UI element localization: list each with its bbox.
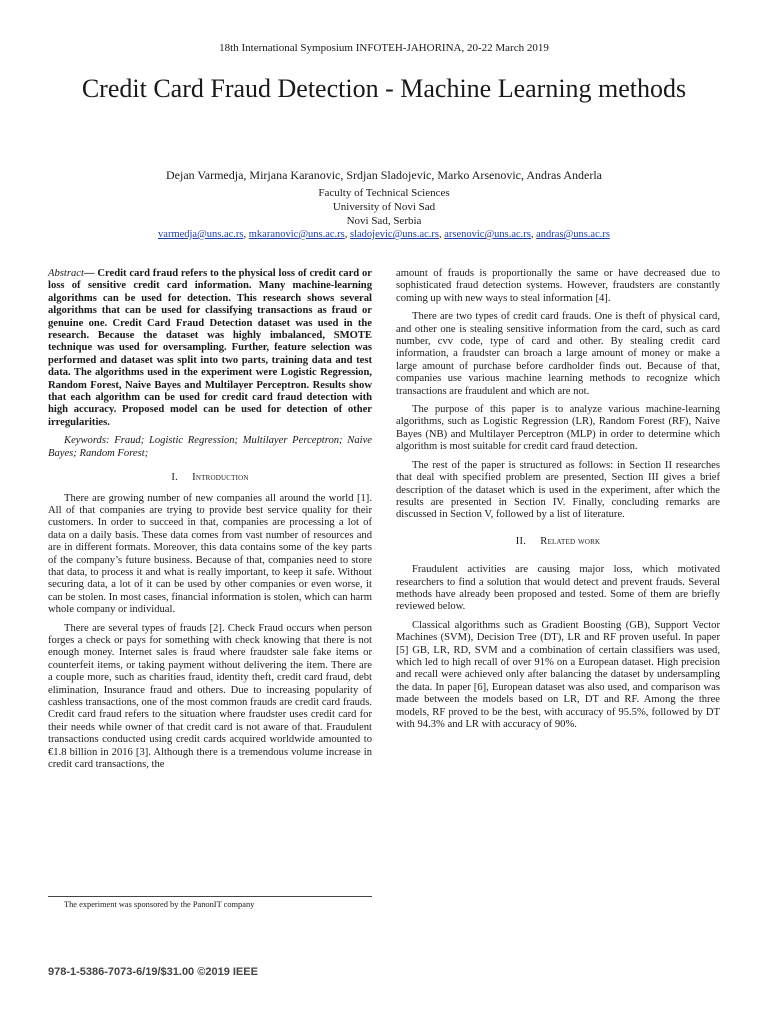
right-column xyxy=(396,268,720,737)
conference-header: 18th International Symposium INFOTEH-JAHORINA, 20-22 March 2019 xyxy=(219,42,549,54)
body-paragraph: There are several types of frauds [2]. Check Fraud occurs when person forges a check or pays for something with check knowing that there is not enough money. Internet sales is fraud where fraudster sale fake items or counterfeit items, or taking payment without delivering the item. There are a couple more, such as charities fraud, identity theft, credit card fraud, debt elimination, Insurance fraud and others. Due to increasing popularity of cashless transactions, one of the most common frauds are credit card frauds. Credit card fraud refers to the situation where fraudster uses credit card for their needs while owner of that credit card is not aware of that. Fraudulent transactions conducted using credit cards acquired worldwide amounted to €1.8 billion in 2016 [3]. Although there is a tremendous volume increase in credit card transactions, the xyxy=(48,622,372,771)
section-title: Related work xyxy=(540,535,601,547)
section-title: Introduction xyxy=(192,472,249,484)
city-name: Novi Sad, Serbia xyxy=(346,215,422,227)
university-name: University of Novi Sad xyxy=(332,201,436,213)
footnote-divider xyxy=(48,896,372,897)
email-list: varmedja@uns.ac.rs, mkaranovic@uns.ac.rs, sladojevic@uns.ac.rs, arsenovic@uns.ac.rs, andras@uns.ac.rs xyxy=(158,229,610,240)
paper-title: Credit Card Fraud Detection - Machine Learning methods xyxy=(81,74,687,103)
section-number: I. xyxy=(171,472,178,484)
footnote: The experiment was sponsored by the PanonIT company xyxy=(64,900,255,909)
section-heading-related-work xyxy=(396,536,720,548)
email-link[interactable]: sladojevic@uns.ac.rs xyxy=(350,229,439,240)
abstract-label: Abstract xyxy=(48,268,84,279)
faculty-name: Faculty of Technical Sciences xyxy=(318,187,450,199)
body-paragraph: amount of frauds is proportionally the same or have decreased due to sophisticated fraud detection systems. However, fraudsters are constantly coming up with new ways to steal information [4]. xyxy=(396,268,720,304)
body-paragraph: There are two types of credit card frauds. One is theft of physical card, and other one is stealing sensitive information from the card, such as card number, cvv code, type of card and other. By stealing credit card information, a fraudster can broach a large amount of money or make a large amount of purchase before cardholder finds out. Because of that, companies use various machine learning methods to recognize which transactions are fraudulent and which are not. xyxy=(396,311,720,397)
abstract-dash: — xyxy=(83,268,98,279)
body-paragraph: Fraudulent activities are causing major loss, which motivated researchers to find a solution that would detect and prevent frauds. Several methods have already been proposed and tested. Some of them are briefly reviewed below. xyxy=(396,564,720,613)
affiliation-block xyxy=(0,186,768,228)
body-paragraph: There are growing number of new companies all around the world [1]. All of that companies are trying to provide best service quality for their customers. In order to succeed in that, companies are processing a lot of data on a daily basis. These data comes from vast number of resources and are in different formats. Moreover, this data contains some of the key parts of the company’s future business. Because of that, companies need to store that data, to process it and what is really important, to keep it safe. Without securing data, a lot of it can be used by other companies or even worse, it can be stolen. In most cases, financial information is stolen, which can harm whole company or individual. xyxy=(48,492,372,616)
author-list: Dejan Varmedja, Mirjana Karanovic, Srdjan Sladojevic, Marko Arsenovic, Andras Anderla xyxy=(166,168,602,182)
section-number: II. xyxy=(515,535,527,547)
keywords: Keywords: Fraud; Logistic Regression; Multilayer Perceptron; Naive Bayes; Random Forest; xyxy=(48,435,372,459)
isbn-copyright: 978-1-5386-7073-6/19/$31.00 ©2019 IEEE xyxy=(48,966,258,978)
abstract-text: Credit card fraud refers to the physical loss of credit card or loss of sensitive credit card information. Many machine-learning algorithms can be used for detection. This research shows several algorithms that can be used for classifying transactions as fraud or genuine one. Credit Card Fraud Detection dataset was used in the research. Because the dataset was highly imbalanced, SMOTE technique was used for oversampling. Further, feature selection was performed and dataset was split into two parts, training data and test data. The algorithms used in the experiment were Logistic Regression, Random Forest, Naive Bayes and Multilayer Perceptron. Results show that each algorithm can be used for credit card fraud detection with high accuracy. Proposed model can be used for detection of other irregularities. xyxy=(48,268,372,428)
email-link[interactable]: andras@uns.ac.rs xyxy=(536,229,610,240)
email-link[interactable]: mkaranovic@uns.ac.rs xyxy=(248,229,345,240)
section-heading-introduction xyxy=(48,472,372,484)
left-column xyxy=(48,268,372,777)
body-paragraph: The rest of the paper is structured as follows: in Section II researches that deal with specified problem are presented, Section III gives a brief description of the dataset which is used in the experiment, after which the results are presented in Section IV. Finally, concluding remarks are discussed in Section V, followed by a list of literature. xyxy=(396,459,720,521)
email-link[interactable]: arsenovic@uns.ac.rs xyxy=(444,229,531,240)
body-paragraph: The purpose of this paper is to analyze various machine-learning algorithms, such as Logistic Regression (LR), Random Forest (RF), Naive Bayes (NB) and Multilayer Perceptron (MLP) in order to determine which algorithm is most suitable for credit card fraud detection. xyxy=(396,404,720,453)
email-link[interactable]: varmedja@uns.ac.rs xyxy=(158,229,244,240)
body-paragraph: Classical algorithms such as Gradient Boosting (GB), Support Vector Machines (SVM), Decision Tree (DT), LR and RF proven useful. In paper [5] GB, LR, RD, SVM and a combination of certain classifiers was used, which led to high recall of over 91% on a European dataset. High precision and recall were achieved only after balancing the dataset by undersampling the data. In paper [6], European dataset was also used, and comparison was made between the models based on LR, DT and RF. Among the three models, RF proved to be the best, with accuracy of 95.5%, followed by DT with 94.3% and LR with accuracy of 90%. xyxy=(396,619,720,730)
abstract xyxy=(48,268,372,429)
